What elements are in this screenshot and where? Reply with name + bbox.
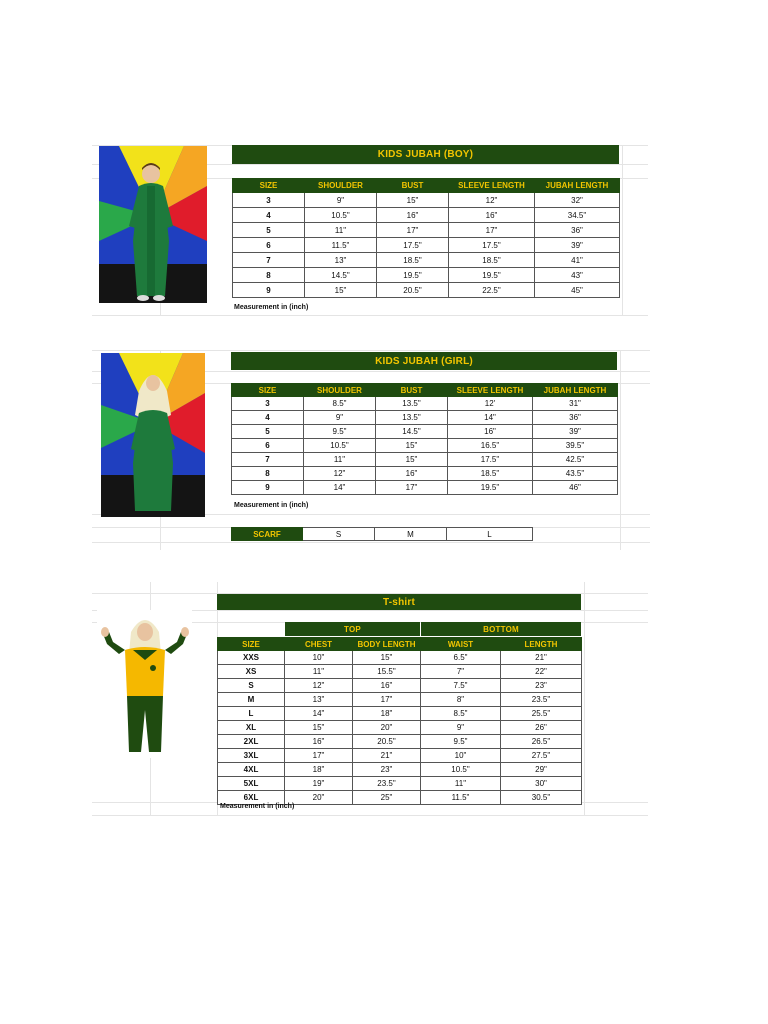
measurement-cell: 16" (448, 425, 533, 439)
size-cell: 8 (233, 268, 305, 283)
measurement-cell: 13" (305, 253, 377, 268)
size-cell: 9 (232, 481, 304, 495)
table-row (232, 411, 618, 425)
measurement-cell: 14" (304, 481, 376, 495)
table-header-row (218, 638, 582, 651)
measurement-cell: 7.5" (421, 679, 501, 693)
column-header: SIZE (233, 179, 305, 193)
measurement-cell: 9.5" (304, 425, 376, 439)
table-row (218, 777, 582, 791)
table-row (232, 425, 618, 439)
measurement-cell: 15" (377, 193, 449, 208)
measurement-cell: 18.5" (377, 253, 449, 268)
scarf-size-row (231, 527, 533, 541)
measurement-cell: 29" (501, 763, 582, 777)
measurement-cell: 25" (353, 791, 421, 805)
column-header: LENGTH (501, 638, 582, 651)
girl-table-title: KIDS JUBAH (GIRL) (231, 352, 617, 370)
measurement-cell: 17.5" (449, 238, 535, 253)
column-header: SIZE (232, 384, 304, 397)
table-row (233, 238, 620, 253)
scarf-size-m: M (375, 527, 447, 541)
table-row (218, 693, 582, 707)
table-row (218, 721, 582, 735)
measurement-cell: 42.5" (533, 453, 618, 467)
column-header: BODY LENGTH (353, 638, 421, 651)
measurement-cell: 11" (305, 223, 377, 238)
measurement-cell: 15" (353, 651, 421, 665)
measurement-cell: 22" (501, 665, 582, 679)
table-row (233, 268, 620, 283)
column-header: SHOULDER (305, 179, 377, 193)
table-row (218, 679, 582, 693)
measurement-cell: 36" (533, 411, 618, 425)
measurement-cell: 15" (285, 721, 353, 735)
size-cell: 4XL (218, 763, 285, 777)
tshirt-table-title: T-shirt (217, 594, 581, 610)
measurement-cell: 14.5" (376, 425, 448, 439)
size-cell: M (218, 693, 285, 707)
measurement-cell: 17" (449, 223, 535, 238)
measurement-cell: 25.5" (501, 707, 582, 721)
measurement-cell: 46" (533, 481, 618, 495)
column-header: SHOULDER (304, 384, 376, 397)
measurement-cell: 18.5" (448, 467, 533, 481)
measurement-cell: 14.5" (305, 268, 377, 283)
table-row (232, 397, 618, 411)
tshirt-group-top: TOP (285, 622, 420, 636)
measurement-cell: 19.5" (377, 268, 449, 283)
measurement-cell: 30" (501, 777, 582, 791)
measurement-cell: 32" (535, 193, 620, 208)
boy-size-table (232, 178, 620, 298)
measurement-cell: 6.5" (421, 651, 501, 665)
table-row (233, 193, 620, 208)
measurement-cell: 21" (353, 749, 421, 763)
measurement-cell: 8" (421, 693, 501, 707)
measurement-cell: 8.5" (421, 707, 501, 721)
size-cell: 8 (232, 467, 304, 481)
measurement-cell: 13.5" (376, 397, 448, 411)
table-row (218, 707, 582, 721)
measurement-cell: 27.5" (501, 749, 582, 763)
measurement-cell: 14" (448, 411, 533, 425)
size-cell: 6 (232, 439, 304, 453)
measurement-cell: 15.5" (353, 665, 421, 679)
measurement-cell: 18" (353, 707, 421, 721)
girl-jubah-photo (101, 353, 205, 517)
tshirt-measurement-note: Measurement in (inch) (220, 803, 295, 810)
size-cell: 9 (233, 283, 305, 298)
size-cell: 7 (232, 453, 304, 467)
measurement-cell: 45" (535, 283, 620, 298)
size-cell: 3 (233, 193, 305, 208)
measurement-cell: 26.5" (501, 735, 582, 749)
table-row (232, 439, 618, 453)
measurement-cell: 31" (533, 397, 618, 411)
measurement-cell: 20.5" (353, 735, 421, 749)
measurement-cell: 26" (501, 721, 582, 735)
column-header: CHEST (285, 638, 353, 651)
measurement-cell: 20" (353, 721, 421, 735)
table-header-row (233, 179, 620, 193)
measurement-cell: 10.5" (305, 208, 377, 223)
column-header: WAIST (421, 638, 501, 651)
column-header: SLEEVE LENGTH (448, 384, 533, 397)
measurement-cell: 41" (535, 253, 620, 268)
column-header: SLEEVE LENGTH (449, 179, 535, 193)
column-header: SIZE (218, 638, 285, 651)
measurement-cell: 17" (376, 481, 448, 495)
size-cell: 5XL (218, 777, 285, 791)
size-cell: 3 (232, 397, 304, 411)
measurement-cell: 23" (353, 763, 421, 777)
scarf-size-l: L (447, 527, 533, 541)
size-cell: 5 (232, 425, 304, 439)
table-row (233, 283, 620, 298)
table-row (218, 749, 582, 763)
measurement-cell: 13" (285, 693, 353, 707)
column-header: JUBAH LENGTH (535, 179, 620, 193)
size-cell: 4 (233, 208, 305, 223)
table-row (232, 453, 618, 467)
size-cell: XXS (218, 651, 285, 665)
measurement-cell: 43" (535, 268, 620, 283)
measurement-cell: 11" (421, 777, 501, 791)
girl-measurement-note: Measurement in (inch) (234, 502, 309, 509)
measurement-cell: 12" (449, 193, 535, 208)
table-row (233, 253, 620, 268)
measurement-cell: 17.5" (377, 238, 449, 253)
table-row (232, 467, 618, 481)
measurement-cell: 20" (285, 791, 353, 805)
size-cell: L (218, 707, 285, 721)
measurement-cell: 10" (421, 749, 501, 763)
measurement-cell: 11" (304, 453, 376, 467)
measurement-cell: 19.5" (448, 481, 533, 495)
measurement-cell: 16.5" (448, 439, 533, 453)
size-cell: 3XL (218, 749, 285, 763)
size-cell: XS (218, 665, 285, 679)
measurement-cell: 17.5" (448, 453, 533, 467)
size-cell: S (218, 679, 285, 693)
table-row (218, 665, 582, 679)
size-cell: XL (218, 721, 285, 735)
boy-table-title: KIDS JUBAH (BOY) (232, 145, 619, 164)
measurement-cell: 16" (285, 735, 353, 749)
measurement-cell: 36" (535, 223, 620, 238)
measurement-cell: 9" (421, 721, 501, 735)
measurement-cell: 12" (285, 679, 353, 693)
measurement-cell: 9.5" (421, 735, 501, 749)
measurement-cell: 18" (285, 763, 353, 777)
measurement-cell: 30.5" (501, 791, 582, 805)
measurement-cell: 15" (305, 283, 377, 298)
measurement-cell: 16" (377, 208, 449, 223)
measurement-cell: 39" (535, 238, 620, 253)
measurement-cell: 43.5" (533, 467, 618, 481)
measurement-cell: 17" (285, 749, 353, 763)
measurement-cell: 11" (285, 665, 353, 679)
measurement-cell: 16" (376, 467, 448, 481)
boy-measurement-note: Measurement in (inch) (234, 304, 309, 311)
measurement-cell: 20.5" (377, 283, 449, 298)
measurement-cell: 12' (448, 397, 533, 411)
scarf-size-s: S (303, 527, 375, 541)
size-cell: 2XL (218, 735, 285, 749)
size-cell: 7 (233, 253, 305, 268)
size-cell: 6XL (218, 791, 285, 805)
measurement-cell: 21" (501, 651, 582, 665)
table-header-row (232, 384, 618, 397)
measurement-cell: 7" (421, 665, 501, 679)
measurement-cell: 23.5" (501, 693, 582, 707)
measurement-cell: 19.5" (449, 268, 535, 283)
measurement-cell: 34.5" (535, 208, 620, 223)
measurement-cell: 39" (533, 425, 618, 439)
measurement-cell: 16" (449, 208, 535, 223)
measurement-cell: 14" (285, 707, 353, 721)
table-row (233, 208, 620, 223)
table-row (233, 223, 620, 238)
measurement-cell: 17" (353, 693, 421, 707)
measurement-cell: 19" (285, 777, 353, 791)
measurement-cell: 39.5" (533, 439, 618, 453)
table-row (232, 481, 618, 495)
measurement-cell: 11.5" (421, 791, 501, 805)
column-header: BUST (377, 179, 449, 193)
measurement-cell: 13.5" (376, 411, 448, 425)
measurement-cell: 11.5" (305, 238, 377, 253)
measurement-cell: 23" (501, 679, 582, 693)
measurement-cell: 22.5" (449, 283, 535, 298)
measurement-cell: 10.5" (421, 763, 501, 777)
measurement-cell: 16" (353, 679, 421, 693)
measurement-cell: 15" (376, 439, 448, 453)
tshirt-uniform-photo (97, 610, 192, 758)
measurement-cell: 15" (376, 453, 448, 467)
girl-size-table (231, 383, 618, 495)
size-cell: 4 (232, 411, 304, 425)
size-cell: 6 (233, 238, 305, 253)
measurement-cell: 10.5" (304, 439, 376, 453)
measurement-cell: 10" (285, 651, 353, 665)
scarf-label: SCARF (231, 527, 303, 541)
tshirt-group-bottom: BOTTOM (421, 622, 581, 636)
table-row (218, 763, 582, 777)
boy-jubah-photo (99, 146, 207, 303)
column-header: JUBAH LENGTH (533, 384, 618, 397)
tshirt-size-table (217, 637, 582, 805)
measurement-cell: 18.5" (449, 253, 535, 268)
size-cell: 5 (233, 223, 305, 238)
measurement-cell: 8.5" (304, 397, 376, 411)
measurement-cell: 17" (377, 223, 449, 238)
table-row (218, 735, 582, 749)
table-row (218, 651, 582, 665)
column-header: BUST (376, 384, 448, 397)
measurement-cell: 9" (304, 411, 376, 425)
measurement-cell: 12" (304, 467, 376, 481)
measurement-cell: 23.5" (353, 777, 421, 791)
measurement-cell: 9" (305, 193, 377, 208)
